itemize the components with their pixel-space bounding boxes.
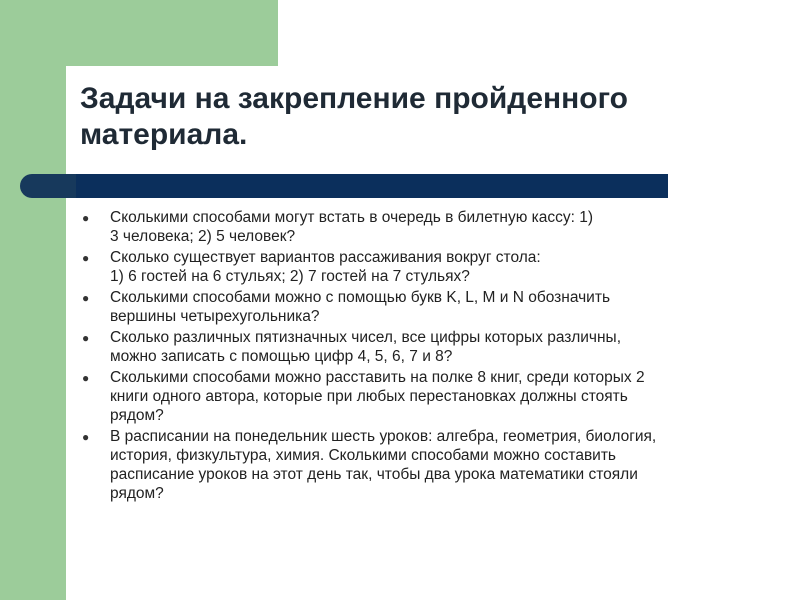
green-top-block (0, 0, 278, 66)
task-text: Сколько существует вариантов рассаживания вокруг стола: 1) 6 гостей на 6 стульях; 2) 7 гостей на 7 стульях? (110, 249, 541, 285)
list-item (82, 328, 746, 366)
slide-title: Задачи на закрепление пройденного материала. (80, 82, 628, 151)
green-side-strip (0, 0, 66, 600)
list-item (82, 208, 746, 246)
task-text: Сколькими способами могут встать в очередь в билетную кассу: 1) 3 человека; 2) 5 человек? (110, 209, 594, 245)
bullet-dot-icon: ● (82, 291, 90, 305)
bullet-dot-icon: ● (82, 371, 90, 385)
bullet-dot-icon: ● (82, 251, 90, 265)
title-divider-bar (20, 174, 668, 198)
bullet-dot-icon: ● (82, 331, 90, 345)
task-text: В расписании на понедельник шесть уроков: алгебра, геометрия, биология, история, физкультура, химия. Сколькими способами можно составить расписание уроков на этот день так, чтобы два урока математики стояли рядом? (110, 428, 657, 502)
divider-bar (76, 174, 668, 198)
list-item (82, 427, 746, 503)
bullet-dot-icon: ● (82, 211, 90, 225)
task-list (82, 208, 746, 505)
list-item (82, 368, 746, 425)
task-text: Сколькими способами можно с помощью букв K, L, M и N обозначить вершины четырехугольника? (110, 289, 611, 325)
task-text: Сколько различных пятизначных чисел, все цифры которых различны, можно записать с помощью цифр 4, 5, 6, 7 и 8? (110, 329, 622, 365)
bullet-dot-icon: ● (82, 430, 90, 444)
list-item (82, 248, 746, 286)
task-text: Сколькими способами можно расставить на полке 8 книг, среди которых 2 книги одного автора, которые при любых перестановках должны стоять рядом? (110, 369, 645, 424)
list-item (82, 288, 746, 326)
